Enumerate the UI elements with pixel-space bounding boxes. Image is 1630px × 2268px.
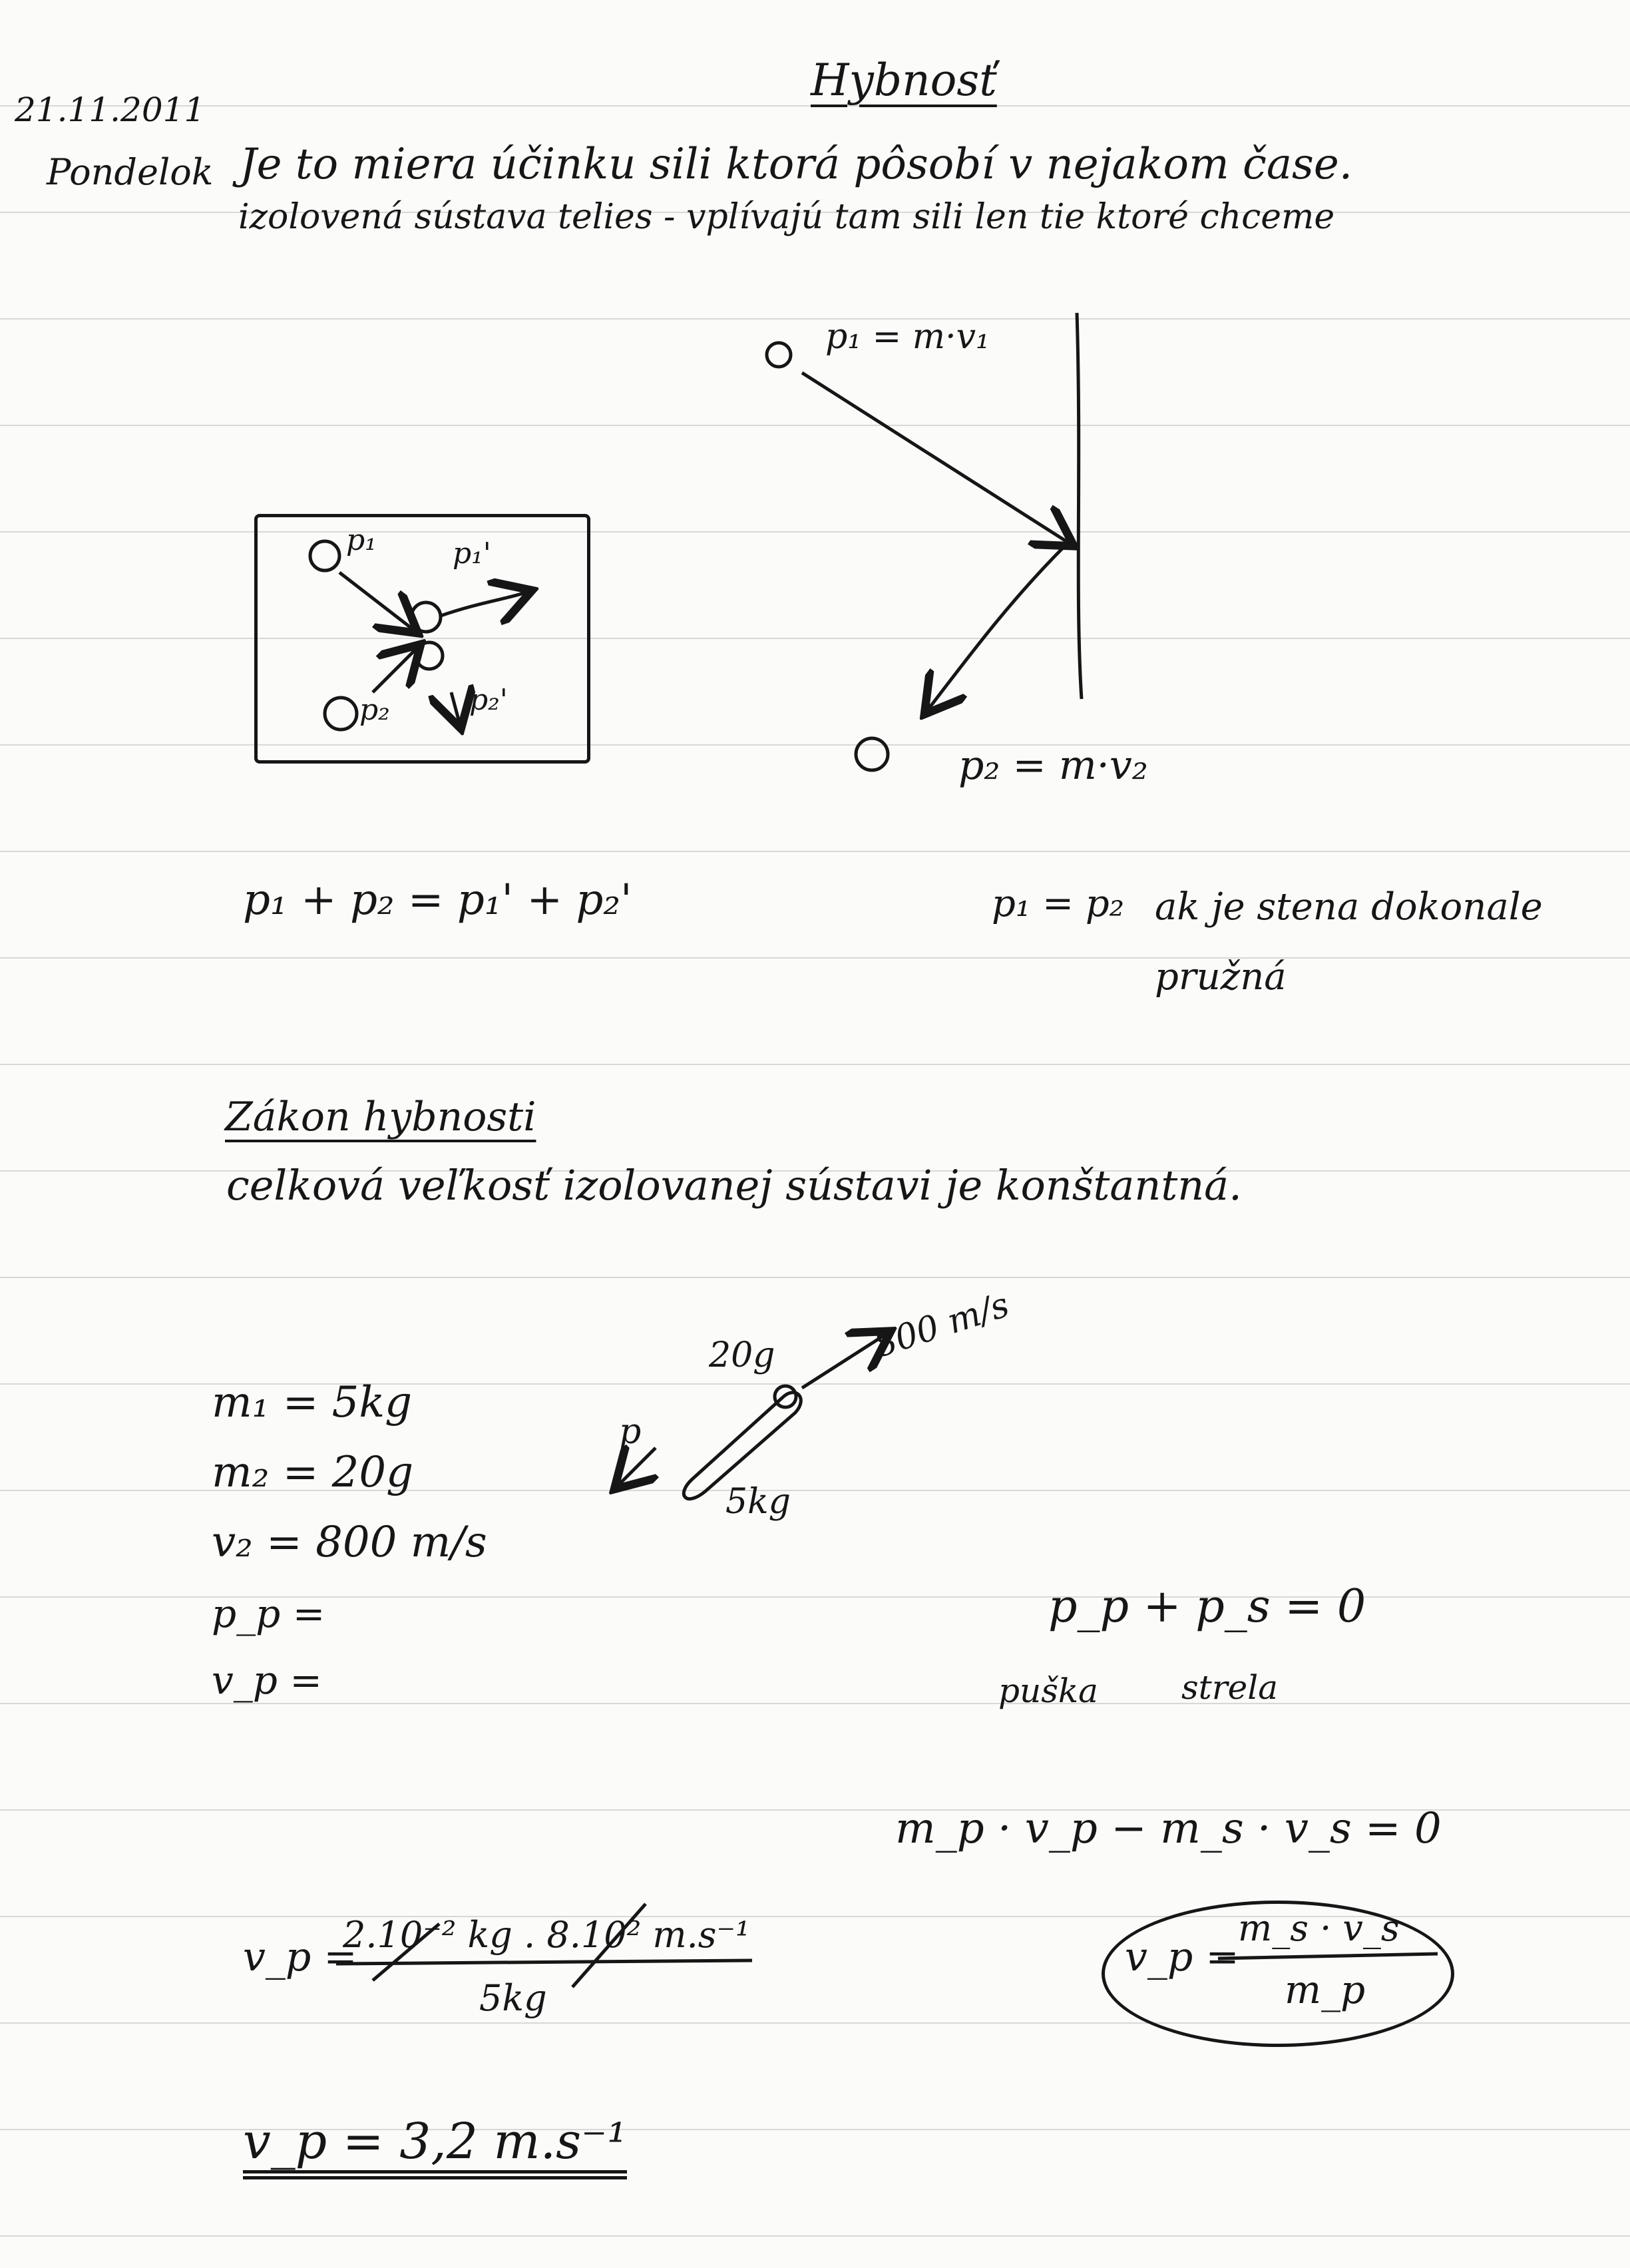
momentum-equation: m_p · v_p − m_s · v_s = 0 — [895, 1804, 1442, 1853]
wall-label-top: p₁ = m·v₁ — [825, 317, 990, 357]
arrow-gun — [619, 1448, 656, 1484]
sketch-p: p — [619, 1412, 642, 1452]
formula-lhs: v_p = — [1125, 1934, 1239, 1980]
vector-equation: p_p + p_s = 0 — [1048, 1580, 1366, 1633]
wall-diagram — [767, 313, 1082, 770]
given-m2: m₂ = 20g — [212, 1448, 414, 1497]
sketch-speed: 800 m/s — [869, 1285, 1014, 1366]
arrow-incoming — [802, 373, 1068, 543]
label-p1-prime: p₁' — [453, 537, 491, 570]
intro-line-2: izolovená sústava telies - vplívajú tam sili len tie ktoré chceme — [238, 197, 1335, 237]
calc-lhs: v_p = — [243, 1934, 357, 1980]
date: 21.11.2011 — [15, 91, 206, 129]
result: v_p = 3,2 m.s⁻¹ — [243, 2117, 627, 2179]
formula-numerator: m_s · v_s — [1238, 1907, 1400, 1949]
arrow-reflected — [928, 546, 1065, 709]
wall-equation: p₁ = p₂ — [992, 882, 1125, 925]
calc-numerator: 2.10⁻² kg . 8.10² m.s⁻¹ — [343, 1914, 750, 1956]
law-statement: celková veľkosť izolovanej sústavi je konštantná. — [226, 1161, 1242, 1210]
sketch-mass-gun: 5kg — [725, 1482, 791, 1522]
label-p1: p₁ — [346, 523, 377, 557]
given-vp: v_p = — [212, 1658, 322, 1703]
law-heading: Zákon hybnosti — [225, 1094, 536, 1140]
page-title: Hybnosť — [811, 55, 997, 106]
intro-line-1: Je to miera účinku sili ktorá pôsobí v nejakom čase. — [240, 140, 1353, 189]
ball-incoming — [767, 343, 791, 367]
given-m1: m₁ = 5kg — [212, 1378, 413, 1427]
isolated-system-box — [254, 514, 590, 764]
ball-reflected — [856, 738, 888, 770]
collision-equation: p₁ + p₂ = p₁' + p₂' — [243, 875, 632, 925]
label-p2: p₂ — [359, 693, 390, 727]
sketch-mass-bullet: 20g — [709, 1335, 775, 1375]
wall-label-bottom: p₂ = m·v₂ — [958, 742, 1148, 789]
formula-denominator: m_p — [1285, 1967, 1366, 2012]
given-v2: v₂ = 800 m/s — [212, 1518, 487, 1567]
wall-line — [1077, 313, 1082, 699]
wall-condition-1: ak je stena dokonale — [1155, 885, 1543, 929]
day: Pondelok — [47, 151, 214, 193]
calc-fraction-bar — [336, 1960, 752, 1964]
wall-condition-2: pružná — [1155, 955, 1287, 999]
label-gun: puška — [998, 1672, 1098, 1710]
given-pp: p_p = — [212, 1591, 325, 1636]
label-bullet: strela — [1181, 1668, 1279, 1707]
calc-denominator: 5kg — [479, 1977, 547, 2019]
arrow-bullet — [802, 1335, 885, 1388]
label-p2-prime: p₂' — [469, 683, 508, 717]
